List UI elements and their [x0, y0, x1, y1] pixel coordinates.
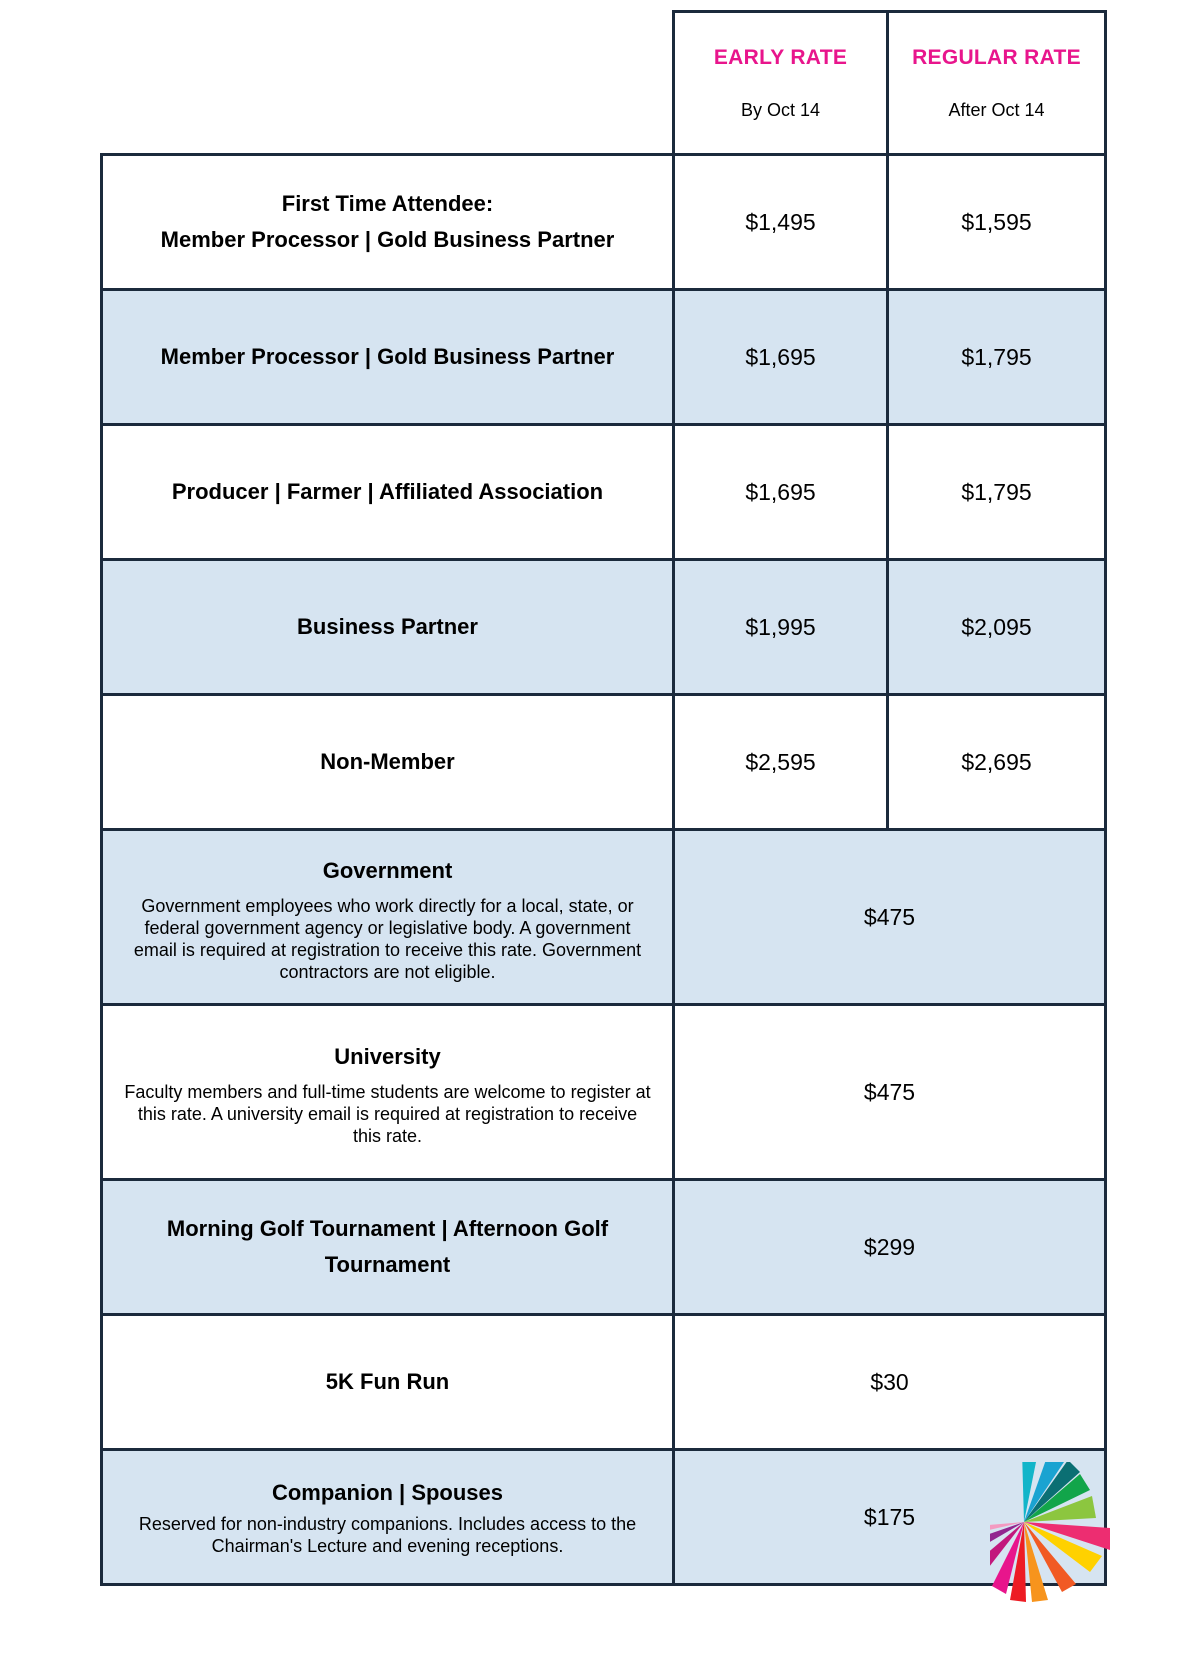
regular-rate-header — [888, 12, 1106, 155]
early-price: $2,595 — [674, 695, 888, 830]
row-label: Morning Golf Tournament | Afternoon Golf — [166, 1216, 609, 1241]
table-row — [102, 1180, 1106, 1315]
table-row — [102, 290, 1106, 425]
early-rate-header — [674, 12, 888, 155]
table-row — [102, 830, 1106, 1005]
row-label-cell — [102, 290, 674, 425]
header-blank-cell — [102, 12, 674, 155]
flat-price: $175 — [674, 1450, 1106, 1585]
row-label-cell — [102, 695, 674, 830]
table-row — [102, 1005, 1106, 1180]
early-price: $1,995 — [674, 560, 888, 695]
row-label: Member Processor | Gold Business Partner — [160, 344, 615, 369]
row-label: Non-Member — [320, 749, 455, 774]
row-label: Member Processor | Gold Business Partner — [160, 227, 615, 252]
row-label-cell — [102, 1005, 674, 1180]
table-row — [102, 425, 1106, 560]
regular-price: $1,795 — [888, 290, 1106, 425]
regular-price: $2,095 — [888, 560, 1106, 695]
regular-price: $2,695 — [888, 695, 1106, 830]
early-price: $1,695 — [674, 290, 888, 425]
row-description: Government employees who work directly for a local, state, or federal government agency or legislative body. A government email is required at registration to receive this rate. Government contractors are not eligible. — [133, 896, 642, 982]
row-label: First Time Attendee: — [281, 191, 494, 216]
flat-price: $475 — [674, 1005, 1106, 1180]
row-label-cell — [102, 560, 674, 695]
early-rate-title: EARLY RATE — [713, 45, 848, 69]
row-label-cell — [102, 1180, 674, 1315]
row-description: Reserved for non-industry companions. Includes access to the Chairman's Lecture and evening receptions. — [138, 1514, 637, 1556]
row-label-cell — [102, 830, 674, 1005]
table-row — [102, 695, 1106, 830]
row-label-cell — [102, 1315, 674, 1450]
table-row — [102, 155, 1106, 290]
row-label: Business Partner — [297, 614, 478, 639]
regular-price: $1,595 — [888, 155, 1106, 290]
table-header-row — [102, 12, 1106, 155]
row-label: University — [334, 1044, 441, 1069]
regular-rate-deadline: After Oct 14 — [948, 99, 1045, 120]
regular-rate-title: REGULAR RATE — [912, 45, 1081, 69]
table-row — [102, 1315, 1106, 1450]
row-label: Tournament — [324, 1252, 451, 1277]
row-label-cell — [102, 425, 674, 560]
flat-price: $30 — [674, 1315, 1106, 1450]
row-label: Government — [322, 858, 453, 883]
registration-rates-table — [100, 10, 1107, 1586]
regular-price: $1,795 — [888, 425, 1106, 560]
row-description: Faculty members and full-time students are welcome to register at this rate. A university email is required at registration to receive this rate. — [124, 1082, 651, 1146]
row-label: Companion | Spouses — [271, 1480, 504, 1505]
row-label: 5K Fun Run — [325, 1369, 450, 1394]
flat-price: $299 — [674, 1180, 1106, 1315]
row-label: Producer | Farmer | Affiliated Association — [171, 479, 604, 504]
early-rate-deadline: By Oct 14 — [740, 99, 821, 120]
colorful-burst-logo-icon — [990, 1462, 1180, 1652]
table-row — [102, 560, 1106, 695]
flat-price: $475 — [674, 830, 1106, 1005]
row-label-cell — [102, 1450, 674, 1585]
early-price: $1,495 — [674, 155, 888, 290]
row-label-cell — [102, 155, 674, 290]
pricing-table-container — [100, 10, 1104, 1586]
early-price: $1,695 — [674, 425, 888, 560]
table-row — [102, 1450, 1106, 1585]
